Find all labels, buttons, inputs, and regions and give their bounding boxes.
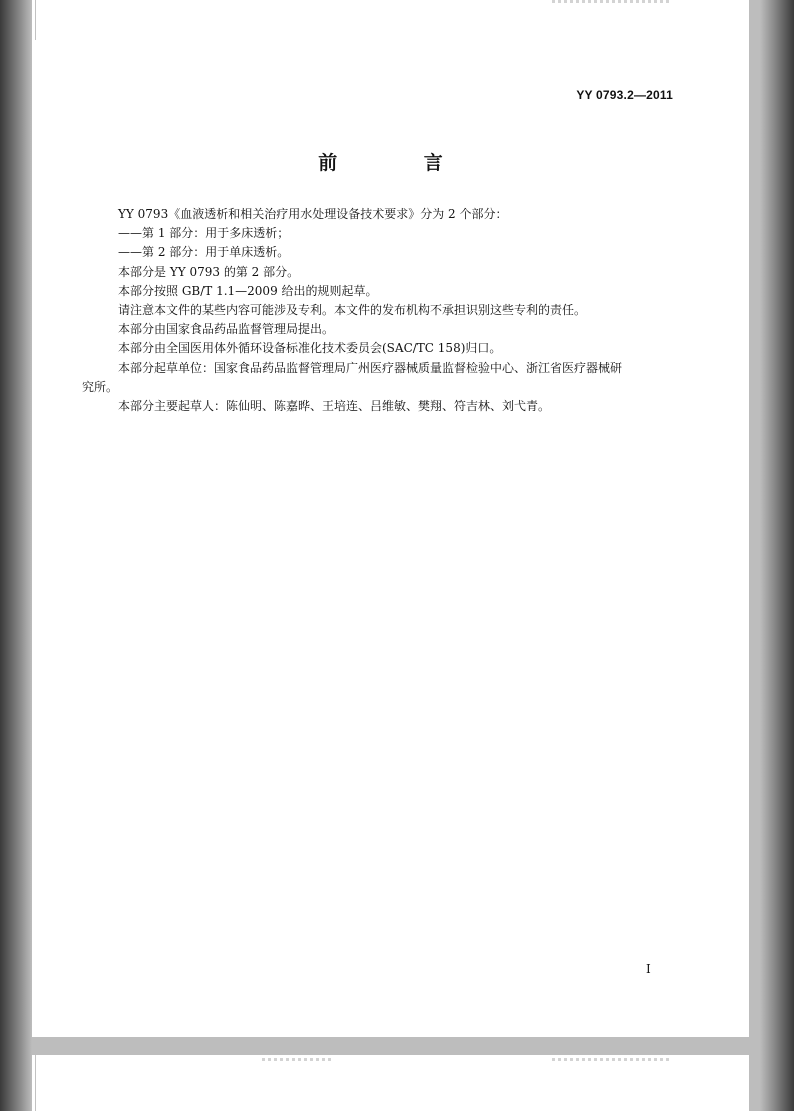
paragraph-drafting-organizations: 本部分起草单位：国家食品药品监督管理局广州医疗器械质量监督检验中心、浙江省医疗器械研 bbox=[118, 360, 623, 375]
scan-artifact-top-next bbox=[262, 1058, 332, 1061]
scan-artifact-left-edge-next bbox=[35, 1055, 36, 1111]
standard-number: YY 0793.2—2011 bbox=[576, 88, 673, 102]
paragraph-main-drafters: 本部分主要起草人：陈仙明、陈嘉晔、王培连、吕维敏、樊翔、符吉林、刘弋青。 bbox=[118, 399, 551, 414]
foreword-body bbox=[82, 205, 702, 416]
paragraph-centralized-by: 本部分由全国医用体外循环设备标准化技术委员会(SAC/TC 158)归口。 bbox=[118, 341, 502, 356]
paragraph-patent-notice: 请注意本文件的某些内容可能涉及专利。本文件的发布机构不承担识别这些专利的责任。 bbox=[118, 303, 587, 318]
scan-artifact-top-right-next bbox=[552, 1058, 672, 1061]
page-title: 前 言 bbox=[318, 152, 483, 174]
paragraph-drafting-organizations-cont: 究所。 bbox=[82, 379, 119, 394]
next-page bbox=[32, 1055, 749, 1111]
document-page bbox=[32, 0, 749, 1037]
list-item-part-2: ——第 2 部分：用于单床透析。 bbox=[118, 245, 290, 260]
paragraph-this-part: 本部分是 YY 0793 的第 2 部分。 bbox=[118, 264, 300, 279]
scan-artifact-left-edge bbox=[35, 0, 36, 40]
paragraph-drafting-rules: 本部分按照 GB/T 1.1—2009 给出的规则起草。 bbox=[118, 283, 378, 298]
paragraph-proposed-by: 本部分由国家食品药品监督管理局提出。 bbox=[118, 322, 335, 337]
page-number: I bbox=[646, 962, 651, 976]
scan-artifact-top bbox=[552, 0, 672, 3]
paragraph-parts-intro: YY 0793《血液透析和相关治疗用水处理设备技术要求》分为 2 个部分： bbox=[118, 207, 508, 221]
list-item-part-1: ——第 1 部分：用于多床透析； bbox=[118, 226, 290, 241]
